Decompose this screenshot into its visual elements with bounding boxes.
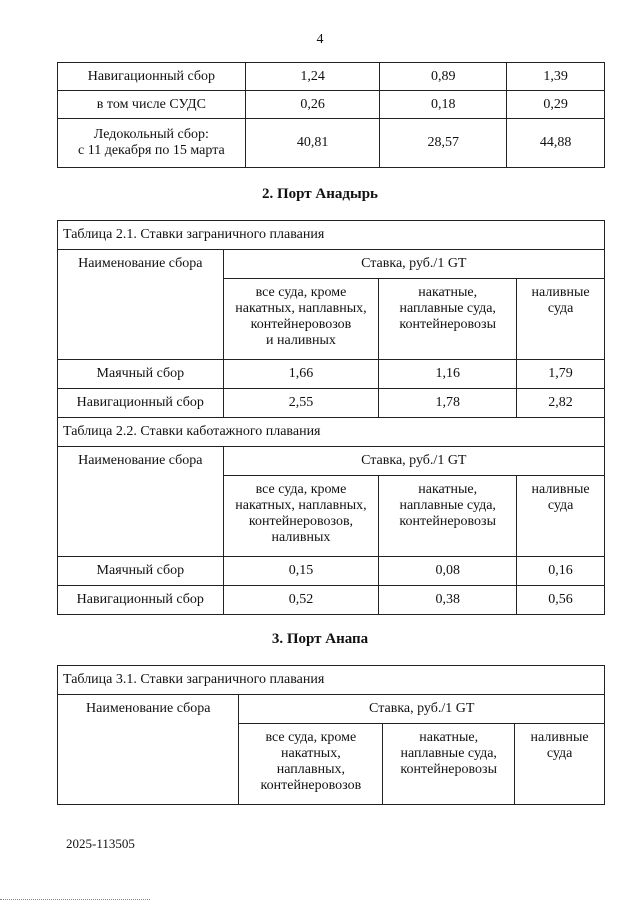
table-row <box>58 360 605 389</box>
fee-name-cell: Навигационный сбор <box>58 586 224 615</box>
icebreaker-label-line: Ледокольный сбор: <box>93 127 209 142</box>
table-3-1 <box>57 665 605 805</box>
column-header: наливные суда <box>517 279 605 360</box>
column-header: накатные, наплавные суда, контейнеровозы <box>383 724 515 805</box>
column-header: наливные суда <box>515 724 605 805</box>
rate-cell: 0,89 <box>380 63 507 91</box>
rate-cell: 1,79 <box>517 360 605 389</box>
table-2-2 <box>57 417 605 615</box>
fee-name-cell: в том числе СУДС <box>58 91 246 119</box>
column-header: наливные суда <box>517 476 605 557</box>
rate-cell: 1,78 <box>379 389 517 418</box>
rate-cell: 0,38 <box>379 586 517 615</box>
name-header: Наименование сбора <box>58 695 239 805</box>
table-caption: Таблица 3.1. Ставки заграничного плавания <box>58 666 605 695</box>
section-title: 3. Порт Анапа <box>271 631 369 647</box>
rate-cell: 44,88 <box>507 119 605 168</box>
rate-cell: 2,82 <box>517 389 605 418</box>
rate-cell: 0,18 <box>380 91 507 119</box>
fee-name-cell: Навигационный сбор <box>58 389 224 418</box>
fee-name-cell: Маячный сбор <box>58 360 224 389</box>
rate-cell: 0,15 <box>223 557 379 586</box>
table-row <box>58 389 605 418</box>
rate-header: Ставка, руб./1 GT <box>223 447 604 476</box>
rate-cell: 0,29 <box>507 91 605 119</box>
section-title: 2. Порт Анадырь <box>262 186 378 202</box>
rate-cell: 0,08 <box>379 557 517 586</box>
continued-rates-table <box>57 62 605 168</box>
column-header: все суда, кроме накатных, наплавных, контейнеровозов, наливных <box>223 476 379 557</box>
column-header: все суда, кроме накатных, наплавных, контейнеровозов и наливных <box>223 279 379 360</box>
icebreaker-label-line: с 11 декабря по 15 марта <box>78 143 225 158</box>
table-caption: Таблица 2.2. Ставки каботажного плавания <box>58 418 605 447</box>
table-2-1 <box>57 220 605 418</box>
rate-cell: 40,81 <box>245 119 380 168</box>
table-row <box>58 557 605 586</box>
column-header: накатные, наплавные суда, контейнеровозы <box>379 476 517 557</box>
document-number: 2025-113505 <box>66 836 135 851</box>
dotted-divider <box>0 899 150 900</box>
page-number: 4 <box>316 32 324 47</box>
fee-name-cell: Маячный сбор <box>58 557 224 586</box>
rate-cell: 1,24 <box>245 63 380 91</box>
rate-cell: 0,52 <box>223 586 379 615</box>
table-row <box>58 586 605 615</box>
fee-name-cell: Навигационный сбор <box>58 63 246 91</box>
name-header: Наименование сбора <box>58 447 224 557</box>
rate-cell: 28,57 <box>380 119 507 168</box>
rate-cell: 2,55 <box>223 389 379 418</box>
table-row <box>58 63 605 91</box>
rate-cell: 0,26 <box>245 91 380 119</box>
table-row <box>58 119 605 168</box>
rate-header: Ставка, руб./1 GT <box>223 250 604 279</box>
rate-cell: 0,16 <box>517 557 605 586</box>
rate-cell: 1,66 <box>223 360 379 389</box>
rate-header: Ставка, руб./1 GT <box>239 695 605 724</box>
table-row <box>58 91 605 119</box>
table-caption: Таблица 2.1. Ставки заграничного плавания <box>58 221 605 250</box>
column-header: накатные, наплавные суда, контейнеровозы <box>379 279 517 360</box>
name-header: Наименование сбора <box>58 250 224 360</box>
rate-cell: 0,56 <box>517 586 605 615</box>
rate-cell: 1,39 <box>507 63 605 91</box>
column-header: все суда, кроме накатных, наплавных, контейнеровозов <box>239 724 383 805</box>
fee-name-cell <box>58 119 246 168</box>
rate-cell: 1,16 <box>379 360 517 389</box>
